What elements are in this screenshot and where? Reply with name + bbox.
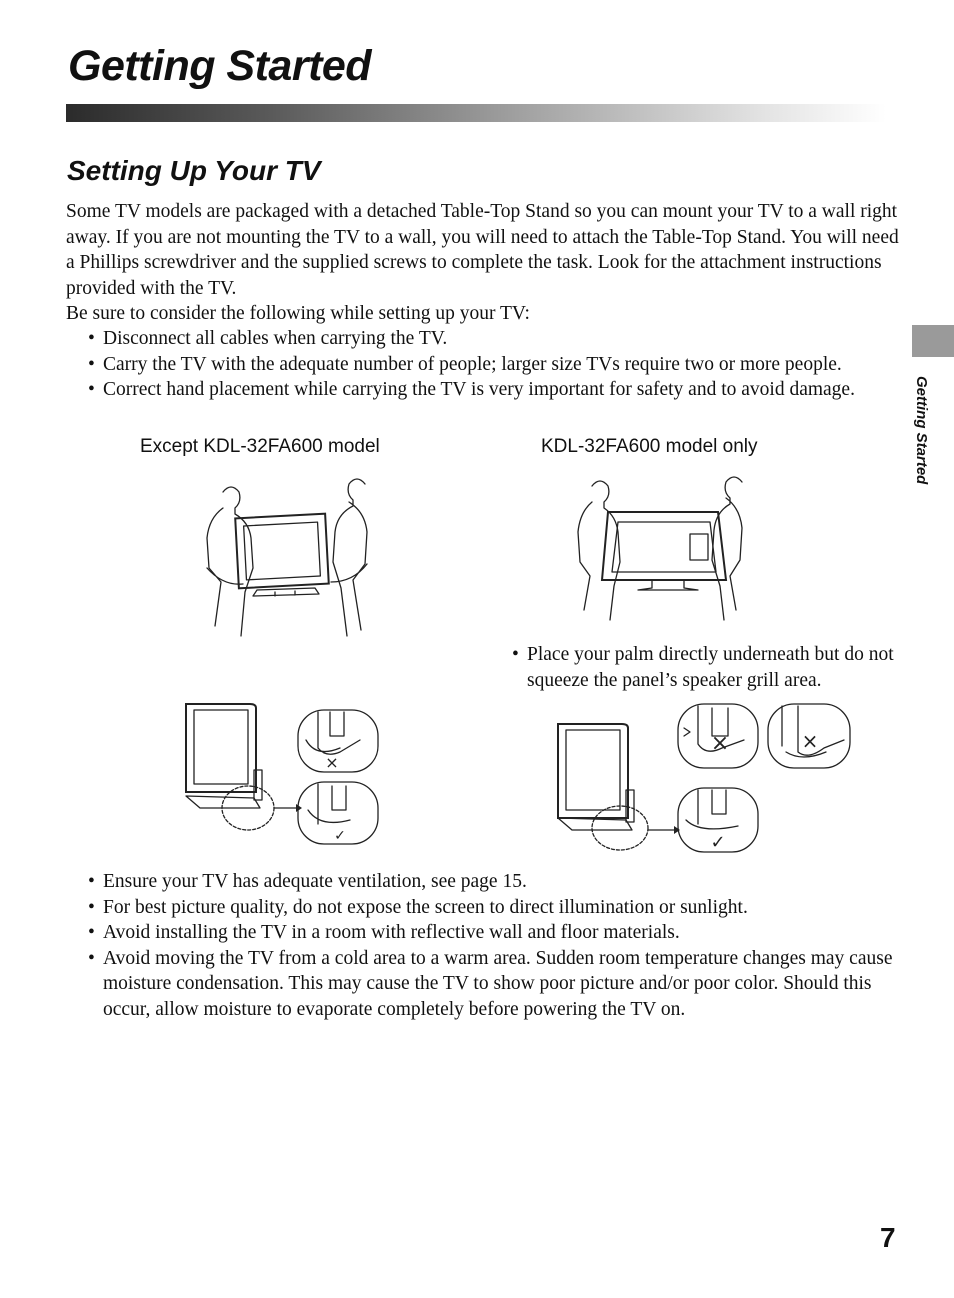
bullet-item: • Correct hand placement while carrying the TV is very important for safety and to avoid damage.	[88, 377, 863, 403]
left-hand-placement-diagram	[180, 700, 385, 860]
right-mark-icon: ✓	[334, 828, 346, 844]
page-number: 7	[880, 1222, 896, 1253]
title-gradient-rule	[66, 104, 886, 122]
bullet-item: • Avoid installing the TV in a room with reflective wall and floor materials.	[88, 920, 908, 946]
wrong-mark-icon: ×	[710, 731, 730, 756]
bullet-item: • Carry the TV with the adequate number of people; larger size TVs require two or more people.	[88, 352, 908, 378]
intro-block	[66, 199, 901, 327]
bullet-item: • For best picture quality, do not expose the screen to direct illumination or sunlight.	[88, 895, 908, 921]
bullet-item: • Disconnect all cables when carrying the TV.	[88, 326, 908, 352]
two-people-carrying-tv-illustration	[195, 472, 405, 637]
wrong-mark-icon: ×	[325, 753, 339, 772]
section-side-tab	[912, 325, 954, 357]
right-hand-placement-diagram	[552, 700, 857, 860]
side-section-label	[910, 376, 930, 516]
palm-note-item: • Place your palm directly underneath but do not squeeze the panel’s speaker grill area.	[512, 642, 897, 693]
intro-paragraph: Some TV models are packaged with a detached Table-Top Stand so you can mount your TV to a wall right away. If you are not mounting the TV to a wall, you will need to attach the Table-Top Stand. You will need a Phillips screwdriver and the supplied screws to complete the task. Look for the attachment instructions provided with the TV.	[66, 201, 899, 299]
bullet-item: • Ensure your TV has adequate ventilation, see page 15.	[88, 869, 908, 895]
wrong-mark-icon: ×	[801, 729, 819, 753]
side-section-label-text: Getting Started	[913, 376, 930, 485]
bottom-bullet-list	[88, 869, 908, 1022]
page-title: Getting Started	[68, 42, 372, 90]
two-people-carrying-tv-back-illustration	[572, 472, 772, 622]
right-figure-caption: KDL-32FA600 model only	[541, 436, 758, 457]
bullet-item: • Avoid moving the TV from a cold area to a warm area. Sudden room temperature changes may cause moisture condensation. This may cause the TV to show poor picture and/or poor color. Should this occur, allow moisture to evaporate completely before powering the TV on.	[88, 946, 908, 1023]
left-figure-caption: Except KDL-32FA600 model	[140, 436, 380, 457]
right-mark-icon: ✓	[710, 832, 726, 853]
section-title: Setting Up Your TV	[67, 155, 321, 186]
palm-note	[512, 642, 897, 693]
intro-lead: Be sure to consider the following while setting up your TV:	[66, 303, 530, 324]
top-bullet-list	[88, 326, 908, 403]
